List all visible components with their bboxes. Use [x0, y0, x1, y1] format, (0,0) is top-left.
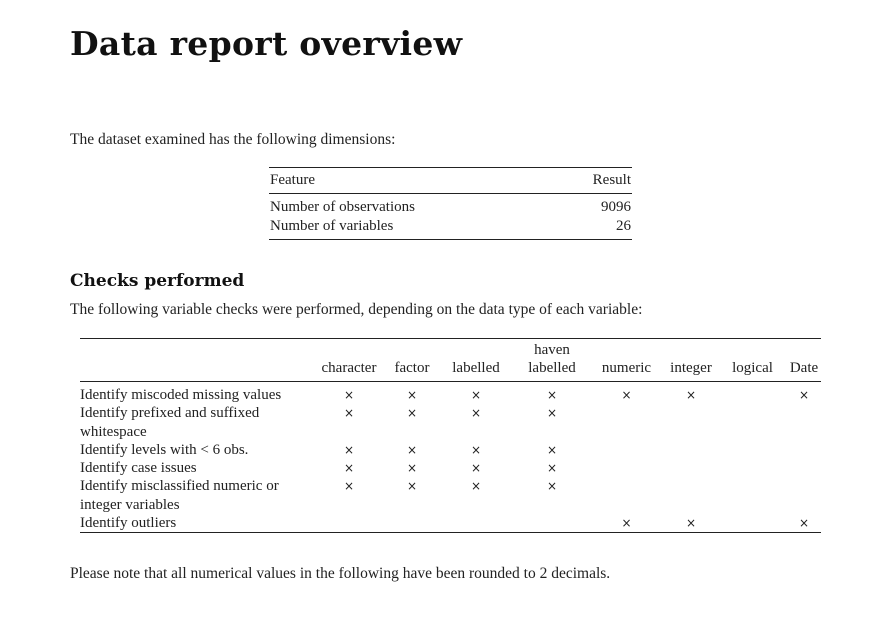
checks-header-type: integer: [664, 339, 718, 382]
empty-cell: [718, 477, 787, 514]
checks-header-check: [80, 339, 311, 382]
empty-cell: [787, 441, 821, 459]
check-mark-icon: ×: [470, 479, 482, 494]
empty-cell: [387, 514, 437, 533]
empty-cell: [718, 441, 787, 459]
empty-cell: [589, 404, 664, 441]
check-mark-icon: ×: [798, 388, 810, 402]
check-name: Identify levels with < 6 obs.: [80, 441, 249, 458]
empty-cell: [589, 441, 664, 459]
check-mark-icon: ×: [343, 442, 355, 457]
empty-cell: [589, 477, 664, 514]
check-mark-icon: ×: [470, 442, 482, 457]
check-mark-icon: ×: [343, 388, 355, 402]
table-row: [80, 459, 821, 477]
table-row: [80, 514, 821, 533]
check-name: Identify case issues: [80, 460, 197, 477]
check-mark-icon: ×: [343, 479, 355, 494]
checks-header-type: numeric: [589, 339, 664, 382]
page-title: Data report overview: [70, 24, 463, 63]
check-name: Identify prefixed and suffixed whitespace: [80, 405, 260, 440]
check-mark-icon: ×: [406, 442, 418, 457]
check-mark-icon: ×: [546, 442, 558, 457]
dimensions-header-feature: Feature: [269, 168, 554, 194]
empty-cell: [664, 441, 718, 459]
dimension-feature: Number of variables: [270, 218, 394, 234]
check-mark-icon: ×: [621, 388, 632, 402]
check-mark-icon: ×: [685, 516, 697, 531]
check-mark-icon: ×: [546, 479, 558, 494]
table-row: [80, 441, 821, 459]
empty-cell: [664, 459, 718, 477]
table-row: [80, 477, 821, 514]
check-mark-icon: ×: [470, 461, 482, 476]
dimensions-header-result: Result: [554, 168, 632, 194]
check-mark-icon: ×: [546, 388, 558, 402]
checks-header-type: logical: [718, 339, 787, 382]
checks-header-type: haven labelled: [515, 339, 589, 382]
dimensions-header-row: [269, 168, 632, 194]
checks-table: [80, 338, 821, 533]
check-mark-icon: ×: [621, 516, 632, 531]
checks-header-type: labelled: [437, 339, 515, 382]
check-name: Identify misclassified numeric or integer variables: [80, 478, 279, 513]
empty-cell: [718, 459, 787, 477]
dimension-result: 26: [616, 218, 631, 234]
empty-cell: [437, 514, 515, 533]
empty-cell: [787, 477, 821, 514]
checks-table-body: [80, 382, 821, 533]
checks-header-type: character: [311, 339, 387, 382]
empty-cell: [589, 459, 664, 477]
check-mark-icon: ×: [546, 461, 558, 476]
empty-cell: [718, 514, 787, 533]
checks-header-row: [80, 339, 821, 382]
table-row: [80, 404, 821, 441]
checks-heading: Checks performed: [70, 271, 245, 291]
rounding-note: Please note that all numerical values in the following have been rounded to 2 decimals.: [70, 565, 611, 582]
empty-cell: [311, 514, 387, 533]
empty-cell: [664, 477, 718, 514]
check-mark-icon: ×: [470, 406, 482, 421]
table-row: [80, 382, 821, 405]
table-row: [269, 217, 632, 240]
empty-cell: [718, 382, 787, 405]
check-mark-icon: ×: [406, 388, 418, 402]
check-mark-icon: ×: [406, 479, 418, 494]
check-mark-icon: ×: [470, 388, 482, 402]
check-mark-icon: ×: [343, 406, 355, 421]
checks-intro-text: The following variable checks were performed, depending on the data type of each variable:: [70, 301, 643, 318]
intro-text: The dataset examined has the following dimensions:: [70, 131, 396, 148]
check-mark-icon: ×: [798, 516, 810, 531]
empty-cell: [787, 459, 821, 477]
checks-header-type: Date: [787, 339, 821, 382]
check-name: Identify outliers: [80, 515, 177, 532]
check-mark-icon: ×: [406, 406, 418, 421]
empty-cell: [515, 514, 589, 533]
empty-cell: [664, 404, 718, 441]
check-mark-icon: ×: [685, 388, 697, 402]
check-mark-icon: ×: [546, 406, 558, 421]
dimensions-table: [269, 167, 632, 240]
check-mark-icon: ×: [343, 461, 355, 476]
empty-cell: [787, 404, 821, 441]
dimension-feature: Number of observations: [270, 199, 415, 215]
check-name: Identify miscoded missing values: [80, 387, 282, 403]
check-mark-icon: ×: [406, 461, 418, 476]
table-row: [269, 194, 632, 218]
empty-cell: [718, 404, 787, 441]
dimension-result: 9096: [601, 199, 631, 215]
checks-header-type: factor: [387, 339, 437, 382]
